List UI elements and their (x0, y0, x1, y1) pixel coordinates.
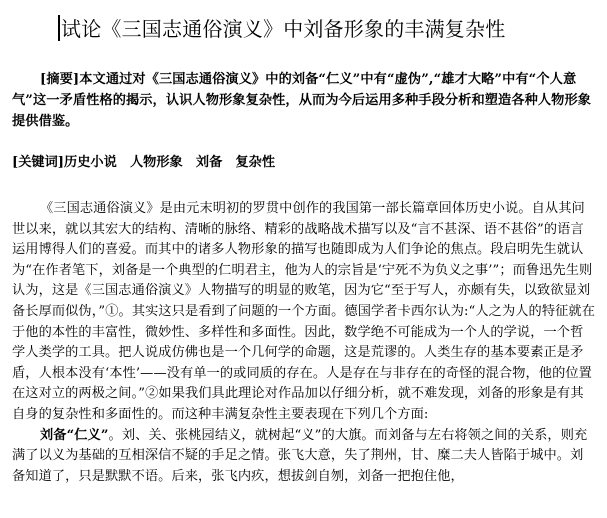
abstract-paragraph: [摘要]本文通过对《三国志通俗演义》中的刘备“仁义”中有“虚伪”,“雄才大略”中有“个人意气”这一矛盾性格的揭示，认识人物形象复杂性，从而为今后运用多种手段分析和塑造各种人物形象提供借鉴。 (12, 72, 592, 129)
paragraph-text: 。刘、关、张桃园结义，就树起“义”的大旗。而刘备与左右将领之间的关系，则充满了以义为基础的互相深信不疑的手足之情。张飞大意，失了荆州，甘、糜二夫人皆陷于城中。刘备知道了，只是默默不语。后来，张飞内疚，想拔剑自刎，刘备一把抱住他， (12, 427, 588, 484)
paragraph-lead: 刘备“仁义” (40, 427, 109, 443)
body-paragraph: 《三国志通俗演义》是由元末明初的罗贯中创作的我国第一部长篇章回体历史小说。自从其问世以来，就以其宏大的结构、清晰的脉络、精彩的战略战术描写以及“言不甚深、语不甚俗”的语言运用博得人们的喜爱。而其中的诸多人物形象的描写也随即成为人们争论的焦点。段启明先生就认为“在作者笔下，刘备是一个典型的仁明君主，他为人的宗旨是‘宁死不为负义之事’”；而鲁迅先生则认为，这是《三国志通俗演义》人物描写的明显的败笔，因为它“至于写人，亦颇有失，以致欲显刘备长厚而似伪，”①。其实这只是看到了问题的一个方面。德国学者卡西尔认为:“人之为人的特征就在于他的本性的丰富性，微妙性、多样性和多面性。因此，数学绝不可能成为一个人的学说，一个哲学人类学的工具。把人说成仿佛也是一个几何学的命题，这是荒谬的。人类生存的基本要素正是矛盾，人根本没有‘本性’——没有单一的或同质的存在。人是存在与非存在的奇怪的混合物，他的位置在这对立的两极之间。”②如果我们具此理论对作品加以仔细分析，就不难发现，刘备的形象是有其自身的复杂性和多面性的。而这种丰满复杂性主要表现在下列几个方面: (12, 201, 595, 422)
body-paragraph (12, 426, 595, 488)
document-title-text: 试论《三国志通俗演义》中刘备形象的丰满复杂性 (61, 17, 506, 41)
document-title (58, 14, 505, 44)
keywords-line: [关键词]历史小说 人物形象 刘备 复杂性 (12, 155, 276, 170)
body-text (12, 199, 595, 487)
text-cursor (58, 15, 60, 41)
